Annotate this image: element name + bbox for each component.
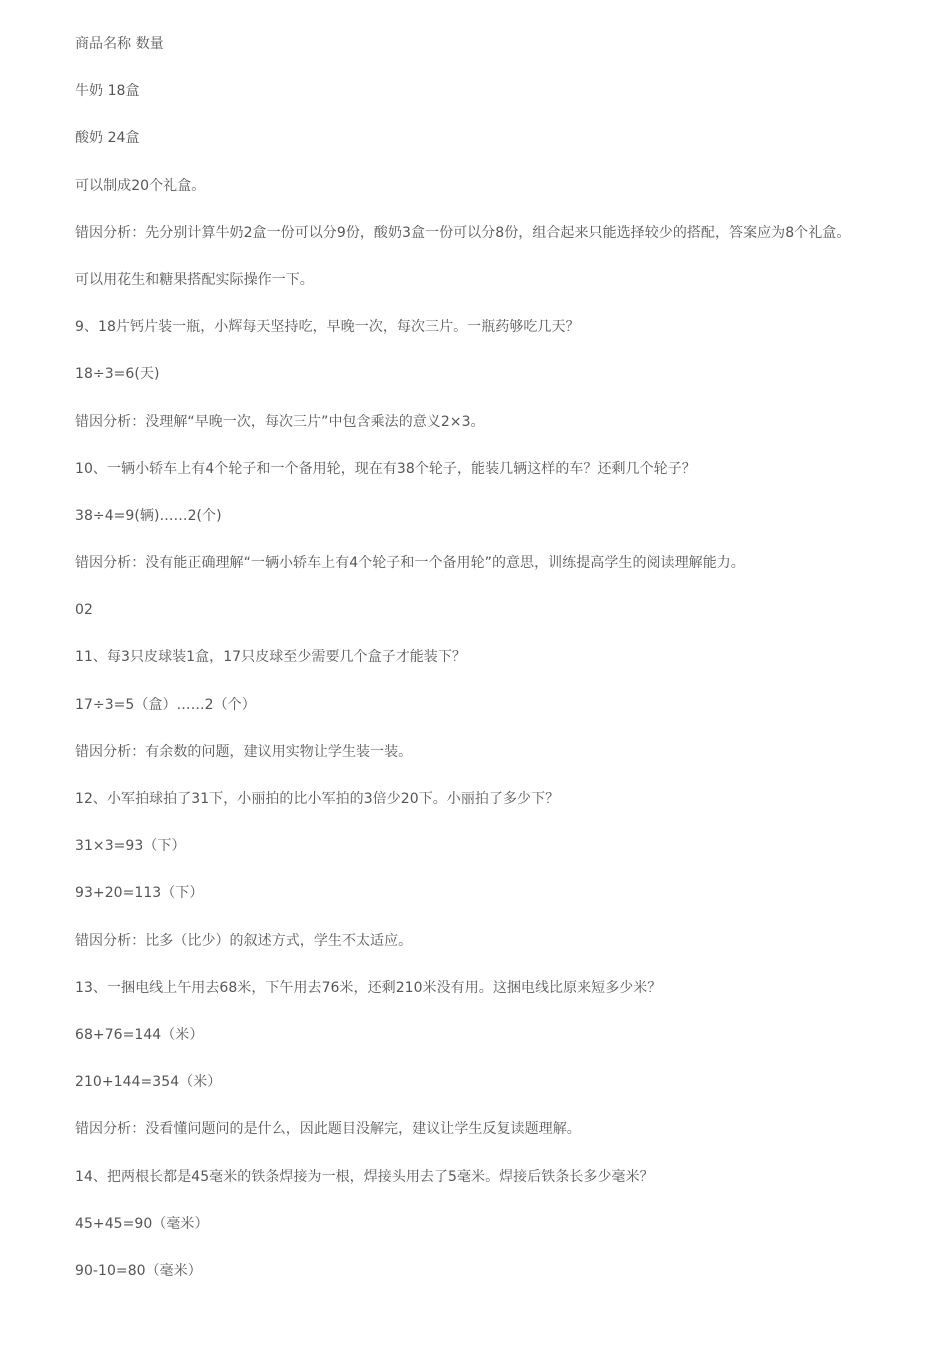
section-number: 02 (75, 602, 93, 619)
calculation-line: 31×3=93（下） (75, 838, 186, 855)
calculation-line: 17÷3=5（盒）……2（个） (75, 696, 256, 713)
calculation-line: 68+76=144（米） (75, 1026, 204, 1043)
suggestion-line: 可以用花生和糖果搭配实际操作一下。 (75, 271, 314, 288)
error-analysis: 错因分析：有余数的问题，建议用实物让学生装一装。 (75, 743, 413, 760)
question-11: 11、每3只皮球装1盒，17只皮球至少需要几个盒子才能装下？ (75, 649, 466, 666)
answer-line: 可以制成20个礼盒。 (75, 177, 206, 194)
calculation-line: 210+144=354（米） (75, 1074, 222, 1091)
calculation-line: 18÷3=6(天) (75, 366, 160, 383)
yogurt-quantity-line: 酸奶 24盒 (75, 130, 140, 147)
error-analysis: 错因分析：先分别计算牛奶2盒一份可以分9份，酸奶3盒一份可以分8份，组合起来只能选择较少的搭配，答案应为8个礼盒。 (75, 224, 851, 241)
question-12: 12、小军拍球拍了31下，小丽拍的比小军拍的3倍少20下。小丽拍了多少下？ (75, 791, 560, 807)
calculation-line: 90-10=80（毫米） (75, 1262, 202, 1279)
table-header-line: 商品名称 数量 (75, 36, 164, 52)
error-analysis: 错因分析：没看懂问题问的是什么，因此题目没解完，建议让学生反复读题理解。 (75, 1121, 581, 1138)
error-analysis: 错因分析：没有能正确理解“一辆小轿车上有4个轮子和一个备用轮”的意思，训练提高学生的阅读理解能力。 (75, 555, 745, 572)
question-14: 14、把两根长都是45毫米的铁条焊接为一根，焊接头用去了5毫米。焊接后铁条长多少毫米？ (75, 1168, 654, 1185)
question-13: 13、一捆电线上午用去68米，下午用去76米，还剩210米没有用。这捆电线比原来短多少米？ (75, 979, 662, 996)
calculation-line: 38÷4=9(辆)……2(个) (75, 507, 222, 524)
error-analysis: 错因分析：比多（比少）的叙述方式，学生不太适应。 (75, 932, 413, 949)
question-10: 10、一辆小轿车上有4个轮子和一个备用轮，现在有38个轮子，能装几辆这样的车？还剩几个轮子？ (75, 460, 696, 477)
document-body (75, 34, 875, 1308)
error-analysis: 错因分析：没理解“早晚一次，每次三片”中包含乘法的意义2×3。 (75, 413, 485, 430)
question-9: 9、18片钙片装一瓶，小辉每天坚持吃，早晚一次，每次三片。一瓶药够吃几天？ (75, 319, 580, 336)
calculation-line: 45+45=90（毫米） (75, 1215, 209, 1232)
milk-quantity-line: 牛奶 18盒 (75, 83, 140, 100)
calculation-line: 93+20=113（下） (75, 885, 204, 902)
